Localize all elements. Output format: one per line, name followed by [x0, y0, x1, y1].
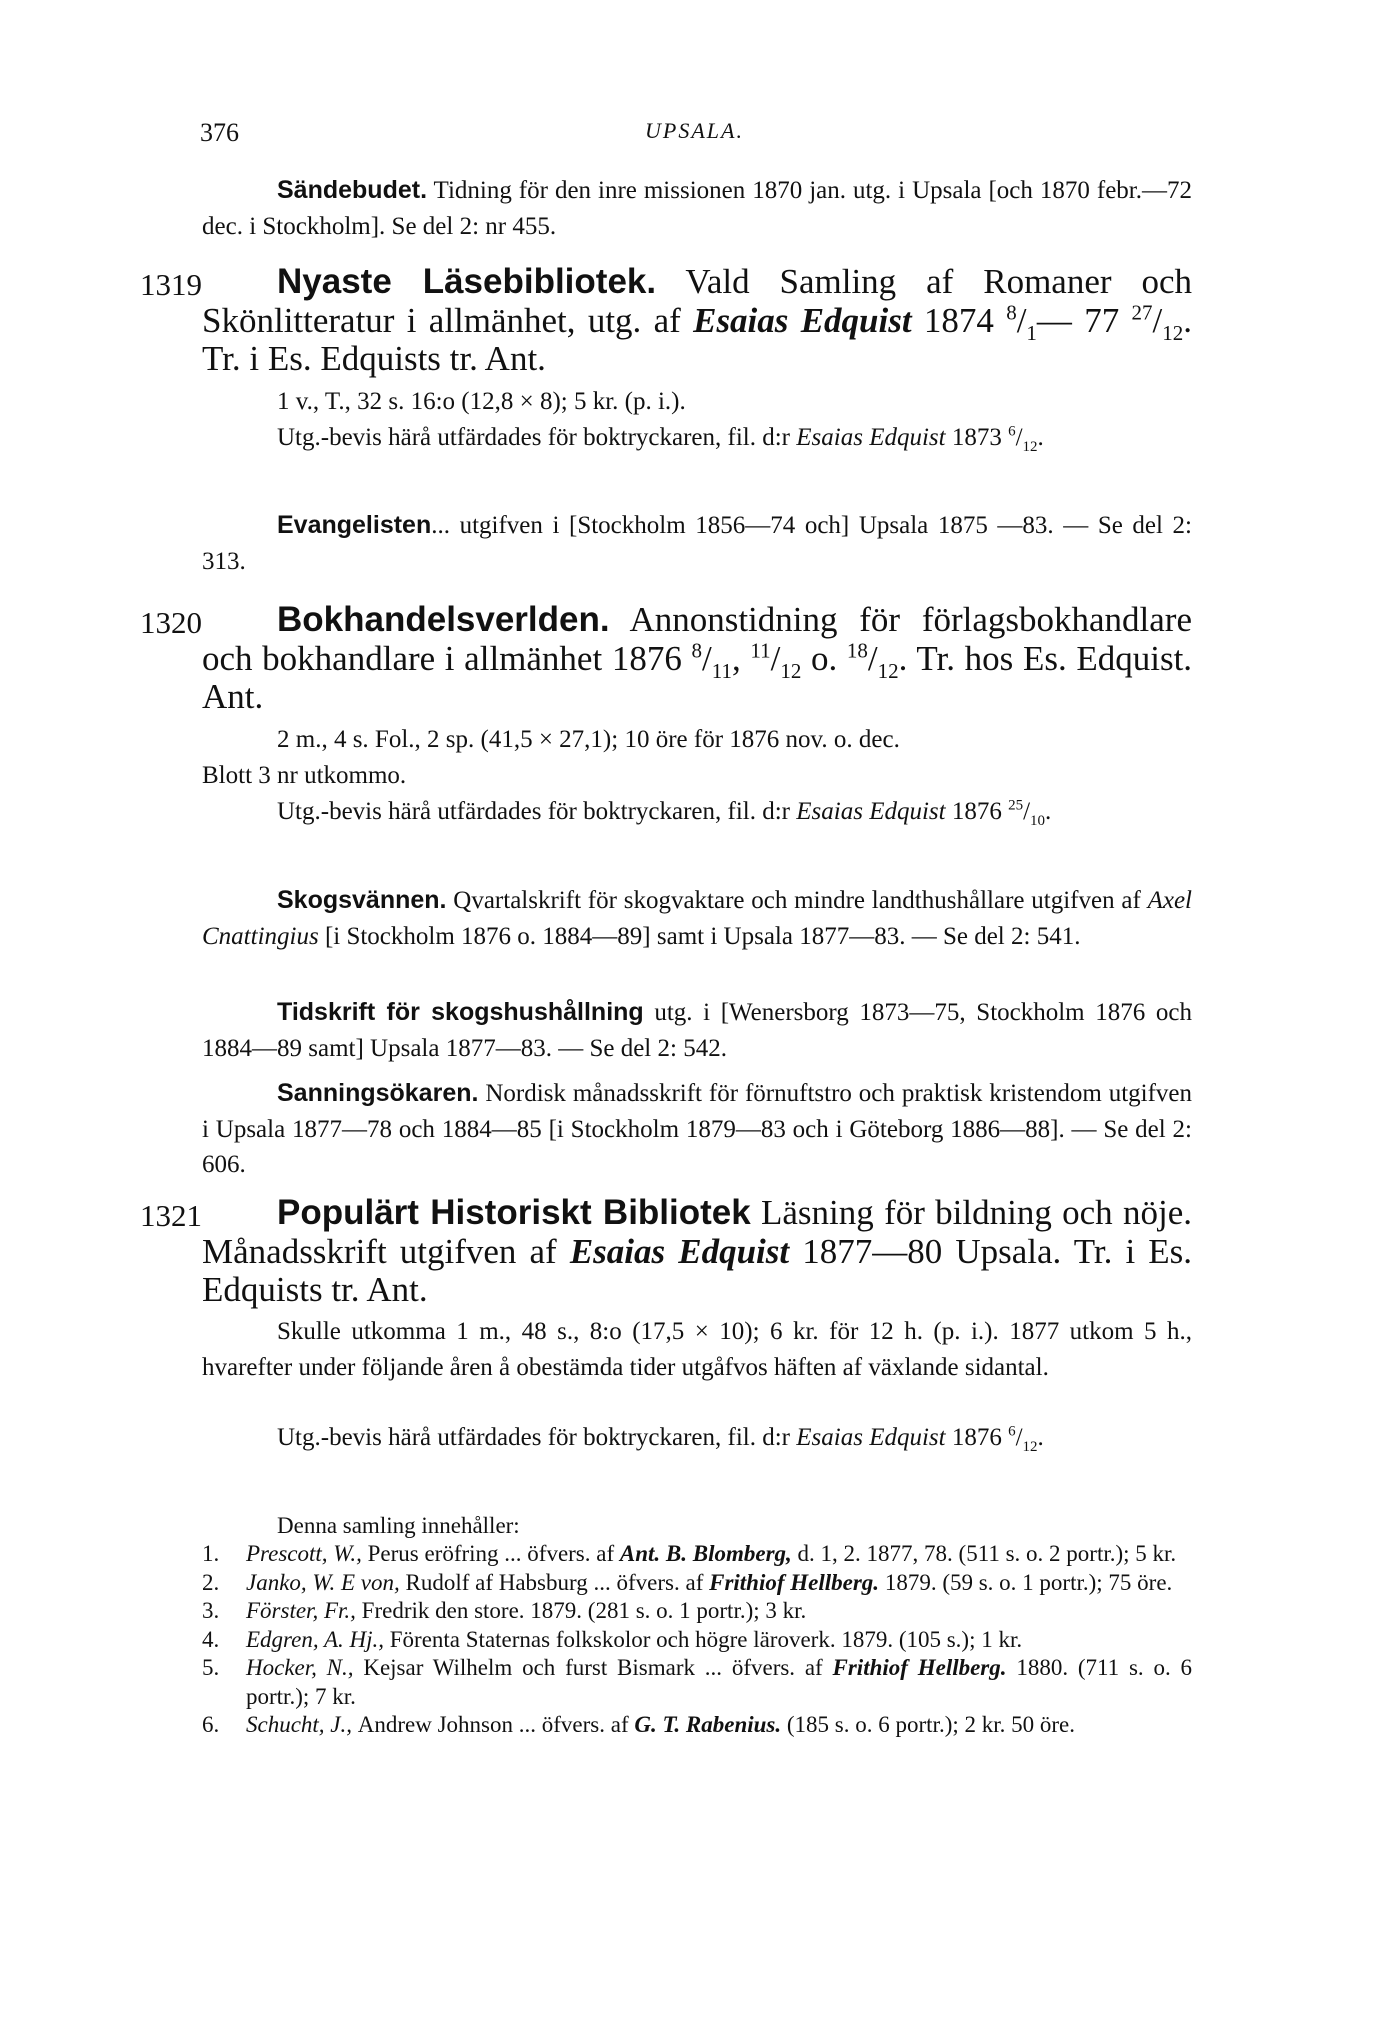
list-item-number: 4. [202, 1626, 220, 1652]
entry-title: Sanningsökaren. [277, 1079, 479, 1107]
license-text: Utg.-bevis härå utfärdades för boktryckaren, fil. d:r [277, 1424, 791, 1451]
physical-desc: 2 m., 4 s. Fol., 2 sp. (41,5 × 27,1); 10 öre för 1876 nov. o. dec. [277, 726, 900, 753]
entry-text: Qvartalskrift för skogvaktare och mindre landthushållare utgifven af [453, 887, 1141, 914]
item-title: Fredrik den store. 1879. (281 s. o. 1 portr.); 3 kr. [361, 1598, 807, 1623]
date-month: 12 [1022, 1439, 1038, 1455]
list-item-number: 3. [202, 1598, 220, 1623]
entry-date: 1874 $^8/_1—$ 77 $^{27}/_{12}$ [923, 299, 1184, 345]
entry-title: Sändebudet. [277, 176, 428, 204]
date-year: 1874 [923, 300, 994, 340]
printer-info: . Tr. i Es. Edquists tr. Ant. [202, 300, 1192, 378]
date-day: 25 [1008, 797, 1024, 814]
entry-title: Skogsvännen. [277, 886, 447, 914]
editor-name: Esaias Edquist [569, 1231, 790, 1271]
contents-heading: Denna samling innehåller: [277, 1513, 520, 1538]
item-title: Förenta Staternas folkskolor och högre läroverk. 1879. (105 s.); 1 kr. [389, 1626, 1023, 1652]
license-year: 1876 [951, 798, 1002, 825]
entry-skogsvannen [202, 883, 1192, 954]
list-item [202, 1540, 1192, 1569]
entry-1319-physical: 1 v., T., 32 s. 16:o (12,8 × 8); 5 kr. (p. i.). [277, 388, 686, 415]
list-item [202, 1626, 1192, 1655]
item-details: 1880. (711 s. o. 6 portr.); 7 kr. [246, 1655, 1192, 1709]
item-translator: G. T. Rabenius. [634, 1712, 787, 1737]
entry-number: 1320 [140, 605, 202, 640]
entry-1319-license: Utg.-bevis härå utfärdades för boktryckaren, fil. d:r Esaias Edquist 1873 $^6/_{12}$. [277, 423, 1044, 455]
entry-sanningsokaren [202, 1076, 1192, 1183]
entry-tidskrift [202, 995, 1192, 1066]
license-text: Utg.-bevis härå utfärdades för boktryckaren, fil. d:r [277, 798, 791, 825]
entry-title: Bokhandelsverlden. [277, 600, 610, 639]
date-month: 10 [1030, 813, 1046, 829]
date-month: 12 [780, 658, 802, 683]
entry-sandebudet [202, 173, 1192, 244]
entry-description: Vald Samling af Romaner och Skönlitteratur i allmänhet, utg. af [202, 262, 1192, 340]
entry-title: Evangelisten [277, 511, 432, 539]
license-holder: Esaias Edquist [796, 1424, 946, 1451]
item-author: Förster, Fr., [246, 1598, 362, 1623]
list-item [202, 1597, 1192, 1626]
punctuation: . [1037, 1424, 1044, 1451]
punctuation: . [1037, 424, 1044, 451]
entry-evangelisten [202, 508, 1192, 579]
entry-title: Nyaste Läsebibliotek. [277, 262, 657, 301]
date-day: 6 [1008, 1423, 1016, 1440]
item-translator: Frithiof Hellberg. [709, 1569, 885, 1595]
entry-1321-heading [202, 1194, 1192, 1310]
date-day: 8 [691, 637, 702, 662]
item-translator: Ant. B. Blomberg, [619, 1541, 798, 1566]
list-item [202, 1654, 1192, 1711]
entry-1320-license: Utg.-bevis härå utfärdades för boktryckaren, fil. d:r Esaias Edquist 1876 $^{25}/_{10}$. [277, 797, 1052, 829]
date-month: 12 [1162, 320, 1184, 345]
date-day: 27 [1131, 299, 1153, 324]
date-day: 6 [1008, 423, 1016, 440]
item-title: Rudolf af Habsburg ... öfvers. af [405, 1569, 710, 1595]
contents-list [202, 1540, 1192, 1740]
editor-name: Esaias Edquist [693, 300, 912, 340]
entry-title: Populärt Historiskt Bibliotek [277, 1193, 751, 1232]
item-details: (185 s. o. 6 portr.); 2 kr. 50 öre. [786, 1712, 1075, 1737]
item-author: Janko, W. E von, [246, 1569, 406, 1595]
entry-text: utg. i [Wenersborg 1873—75, Stockholm 1876 och 1884—89 samt] Upsala 1877—83. — Se del 2: 542. [202, 999, 1192, 1062]
printer-info: . Tr. hos Es. Edquist. Ant. [202, 638, 1193, 716]
entry-1319-heading [202, 263, 1192, 379]
list-item [202, 1569, 1192, 1598]
date-month: 11 [711, 658, 732, 683]
item-author: Prescott, W., [246, 1541, 368, 1566]
entry-1321-physical: Skulle utkomma 1 m., 48 s., 8:o (17,5 × 10); 6 kr. för 12 h. (p. i.). 1877 utkom 5 h., hvarefter under följande åren å obestämda tider utgåfvos häften af växlande sidantal. [202, 1318, 1192, 1381]
license-holder: Esaias Edquist [796, 798, 946, 825]
item-author: Hocker, N., [246, 1655, 364, 1680]
item-title: Kejsar Wilhelm och furst Bismark ... öfvers. af [363, 1655, 833, 1680]
date-month: 12 [877, 658, 899, 683]
date-day: 18 [846, 637, 868, 662]
entry-number: 1321 [140, 1198, 202, 1233]
page-number: 376 [200, 118, 239, 147]
list-item [202, 1711, 1192, 1740]
entry-text: [i Stockholm 1876 o. 1884—89] samt i Upsala 1877—83. — Se del 2: 541. [324, 922, 1081, 950]
license-holder: Esaias Edquist [796, 424, 946, 451]
entry-text: ... utgifven i [Stockholm 1856—74 och] Upsala 1875 —83. — Se del 2: 313. [202, 512, 1192, 575]
item-translator: Frithiof Hellberg. [832, 1655, 1017, 1680]
page-header [200, 118, 1200, 158]
item-title: Andrew Johnson ... öfvers. af [357, 1712, 635, 1737]
entry-text: Tidning för den inre missionen 1870 jan. utg. i Upsala [och 1870 febr.—72 dec. i Stockholm]. Se del 2: nr 455. [202, 177, 1192, 240]
list-item-number: 5. [202, 1655, 220, 1680]
item-author: Schucht, J., [246, 1712, 358, 1737]
item-title: Perus eröfring ... öfvers. af [367, 1541, 620, 1566]
entry-1320-heading: Bokhandelsverlden. Annonstidning för förlagsbokhandlare och bokhandlare i allmänhet 1876 $^8/_{11}$, $^{11}/_{12}$ o. $^{18}/_{12}$. Tr. hos Es. Edquist. Ant. [202, 600, 1193, 716]
conjunction: o. [811, 638, 838, 678]
license-year: 1876 [951, 1424, 1002, 1451]
license-year: 1873 [951, 424, 1002, 451]
item-author: Edgren, A. Hj., [246, 1626, 390, 1652]
punctuation: . [1045, 798, 1052, 825]
item-details: 1879. (59 s. o. 1 portr.); 75 öre. [884, 1569, 1173, 1595]
entry-1320-physical [202, 722, 1192, 758]
entry-description: Annonstidning för förlagsbokhandlare och bokhandlare i allmänhet 1876 [202, 600, 1192, 678]
entry-description: Läsning för bildning och nöje. Månadsskrift utgifven af [202, 1193, 1192, 1271]
date-year-end: — 77 [1036, 300, 1120, 340]
date-month: 1 [1026, 320, 1037, 345]
list-item-number: 6. [202, 1712, 220, 1737]
date-day: 8 [1006, 299, 1017, 324]
running-head: UPSALA. [645, 118, 744, 143]
entry-number: 1319 [140, 267, 202, 302]
list-item-number: 2. [202, 1569, 220, 1595]
printer-info: 1877—80 Upsala. Tr. i Es. Edquists tr. Ant. [202, 1231, 1193, 1309]
item-details: d. 1, 2. 1877, 78. (511 s. o. 2 portr.); 5 kr. [797, 1541, 1177, 1566]
entry-1320-note: Blott 3 nr utkommo. [202, 762, 407, 789]
license-text: Utg.-bevis härå utfärdades för boktryckaren, fil. d:r [277, 424, 791, 451]
entry-text: Nordisk månadsskrift för förnuftstro och praktisk kristendom utgifven i Upsala 1877—78 och 1884—85 [i Stockholm 1879—83 och i Göteborg 1886—88]. — Se del 2: 606. [202, 1080, 1193, 1178]
date-day: 11 [750, 637, 771, 662]
entry-1321-license: Utg.-bevis härå utfärdades för boktryckaren, fil. d:r Esaias Edquist 1876 $^6/_{12}$. [277, 1423, 1044, 1455]
list-item-number: 1. [202, 1541, 220, 1566]
editor-name: Axel Cnattingius [202, 887, 1192, 950]
entry-title: Tidskrift för skogshushållning [277, 998, 644, 1026]
date-month: 12 [1022, 439, 1038, 455]
